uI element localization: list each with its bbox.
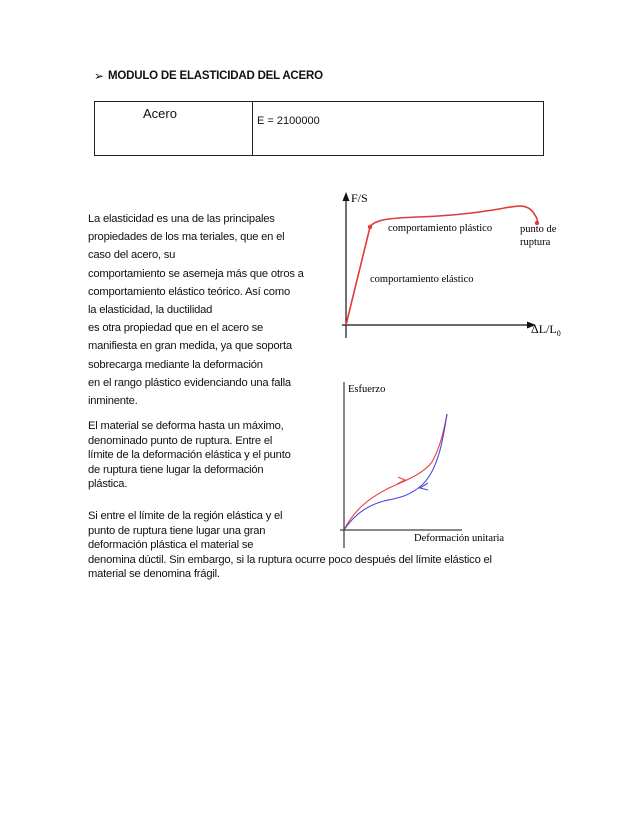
text-line: de ruptura tiene lugar la deformación: [88, 463, 264, 476]
material-cell: [95, 102, 253, 155]
elastic-label: comportamiento elástico: [370, 274, 474, 285]
paragraph-elasticity: [88, 210, 304, 410]
stress-strain-diagram: [318, 186, 578, 346]
text-line: límite de la deformación elástica y el punto: [88, 449, 291, 462]
properties-table: [94, 101, 544, 156]
text-line: sobrecarga mediante la deformación: [88, 358, 263, 371]
text-line: la elasticidad, la ductilidad: [88, 304, 213, 317]
text-line: deformación plástica el material se: [88, 539, 254, 552]
text-line: caso del acero, su: [88, 249, 176, 262]
x-axis-label: Deformación unitaria: [414, 533, 505, 544]
elastic-limit-point: [368, 225, 372, 229]
material-name: Acero: [143, 106, 177, 121]
text-line: punto de ruptura tiene lugar una gran: [88, 524, 266, 537]
y-axis-arrow-icon: [343, 192, 350, 201]
rupture-label-line-1: punto de: [520, 224, 557, 235]
text-line: Si entre el límite de la región elástica y el: [88, 510, 283, 522]
text-line: comportamiento elástico teórico. Así como: [88, 285, 290, 298]
text-line: inminente.: [88, 395, 138, 408]
elastic-modulus-value: E = 2100000: [257, 115, 320, 127]
paragraph-rupture: [88, 419, 291, 492]
stress-deformation-diagram: [334, 380, 505, 552]
section-title: MODULO DE ELASTICIDAD DEL ACERO: [108, 70, 323, 82]
arrow-bullet-icon: ➢: [94, 69, 104, 83]
text-line: propiedades de los ma teriales, que en el: [88, 231, 285, 244]
text-line: comportamiento se asemeja más que otros a: [88, 267, 304, 280]
text-line: plástica.: [88, 478, 128, 491]
y-axis-label: F/S: [351, 191, 368, 205]
text-line: El material se deforma hasta un máximo,: [88, 420, 284, 432]
x-axis-label: $\Delta L/L_0$: [531, 322, 561, 338]
text-line: material se denomina frágil.: [88, 568, 220, 581]
text-line: en el rango plástico evidenciando una falla: [88, 376, 291, 389]
text-line: denomina dúctil. Sin embargo, si la ruptura ocurre poco después del límite elástico el: [88, 553, 492, 566]
text-line: manifiesta en gran medida, ya que soporta: [88, 340, 292, 353]
unloading-curve: [344, 414, 447, 530]
unloading-arrow-icon: [420, 483, 428, 490]
value-cell: [253, 102, 543, 155]
rupture-label-line-2: ruptura: [520, 237, 551, 248]
text-line: La elasticidad es una de las principales: [88, 213, 275, 225]
text-line: es otra propiedad que en el acero se: [88, 322, 264, 335]
section-heading: [94, 69, 323, 83]
plastic-label: comportamiento plástico: [388, 223, 493, 234]
text-line: denominado punto de ruptura. Entre el: [88, 434, 273, 447]
y-axis-label: Esfuerzo: [348, 384, 386, 395]
